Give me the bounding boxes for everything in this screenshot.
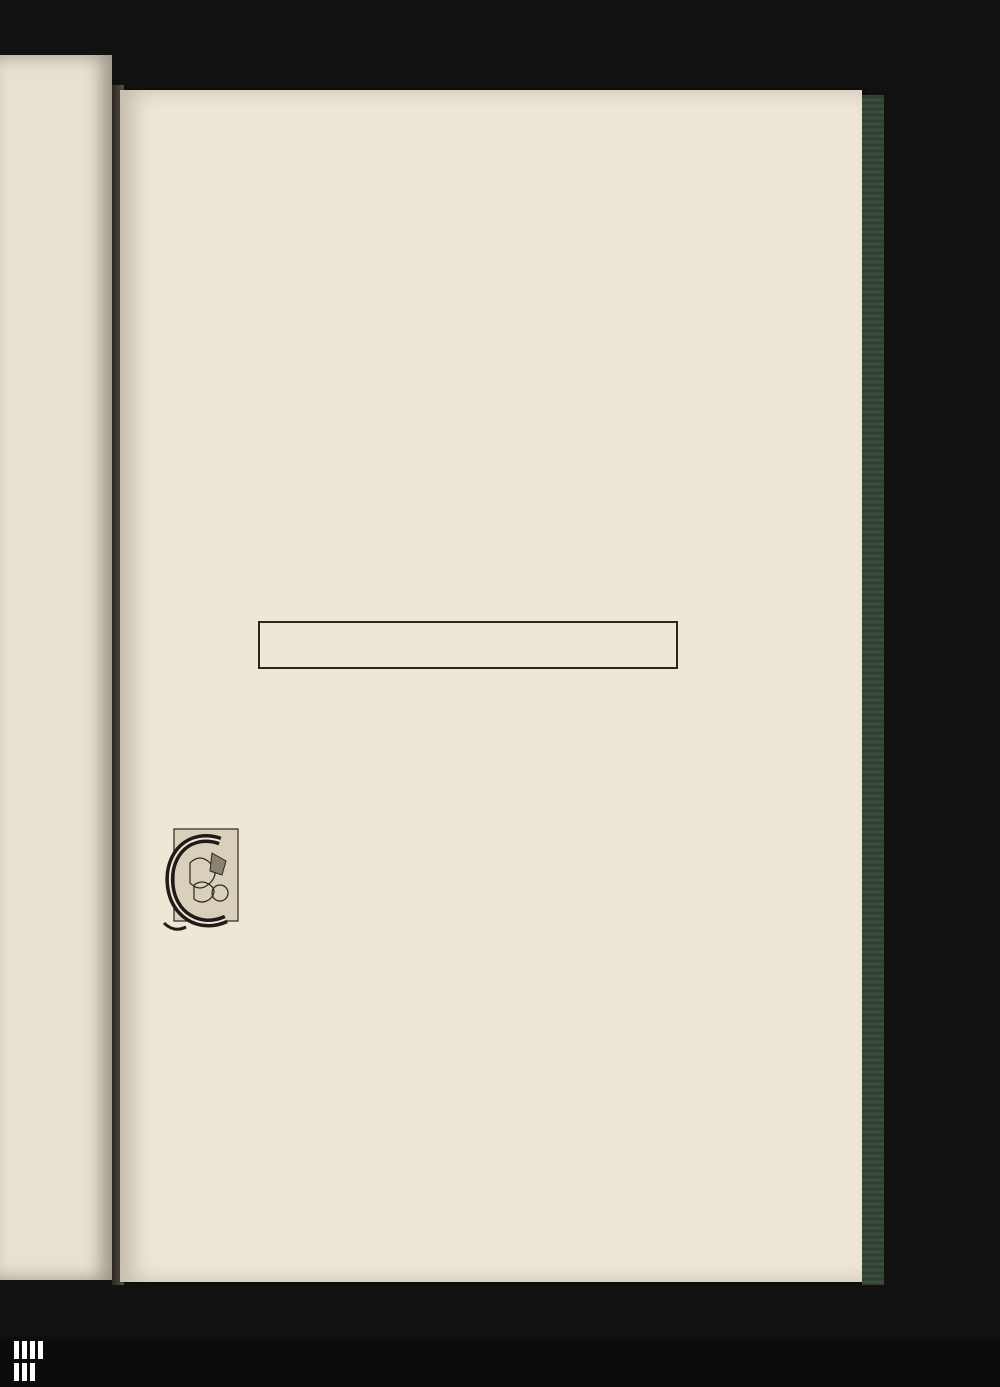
left-page — [0, 55, 112, 1280]
footer-bar — [0, 1337, 1000, 1387]
book-cover-edge — [862, 95, 884, 1285]
ornamental-divider — [258, 621, 678, 669]
drop-cap-c — [160, 823, 242, 935]
right-page — [120, 90, 862, 1282]
library-logo-icon — [12, 1339, 46, 1385]
